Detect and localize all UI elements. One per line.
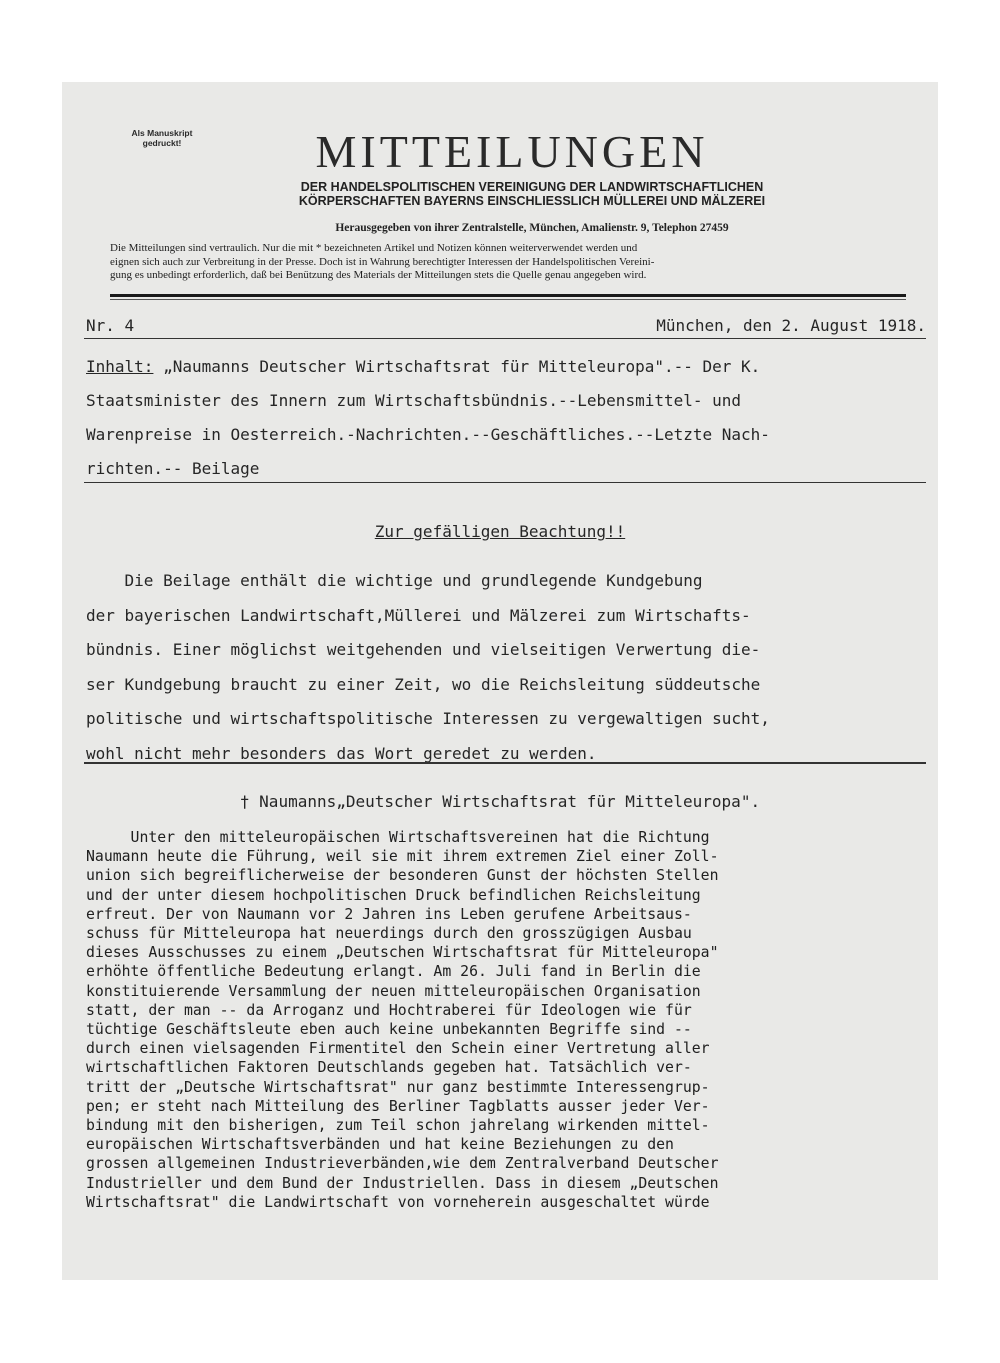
- article-line: tüchtige Geschäftsleute eben auch keine unbekannten Begriffe sind --: [86, 1021, 692, 1039]
- stamp-line-2: gedruckt!: [142, 138, 182, 148]
- article-title: † Naumanns„Deutscher Wirtschaftsrat für Mitteleuropa".: [239, 792, 761, 811]
- confidentiality-notice: [110, 242, 914, 283]
- article-line: statt, der man -- da Arroganz und Hochtraberei für Ideologen wie für: [86, 1001, 692, 1019]
- header-rule-thin: [110, 299, 906, 300]
- article-line: erfreut. Der von Naumann vor 2 Jahren ins Leben gerufene Arbeitsaus-: [86, 905, 692, 923]
- notice-heading: Zur gefälligen Beachtung!!: [374, 522, 626, 541]
- article-line: union sich begreiflicherweise der besonderen Gunst der höchsten Stellen: [86, 867, 719, 885]
- notice-body-line: der bayerischen Landwirtschaft,Müllerei und Mälzerei zum Wirtschafts-: [86, 605, 751, 625]
- contents-line-2: Staatsminister des Innern zum Wirtschaftsbündnis.--Lebensmittel- und: [86, 391, 742, 410]
- notice-line-2: eignen sich auch zur Verbreitung in der Presse. Doch ist in Wahrung berechtigter Interessen der Handelspolitischen Vereini-: [110, 255, 655, 268]
- article-line: Unter den mitteleuropäischen Wirtschaftsvereinen hat die Richtung: [86, 829, 710, 846]
- article-line: bindung mit den bisherigen, zum Teil schon jahrelang wirkenden mittel-: [86, 1117, 710, 1135]
- article-body: [86, 828, 932, 1212]
- notice-body-line: bündnis. Einer möglichst weitgehenden und vielseitigen Verwertung die-: [86, 640, 761, 659]
- notice-body-line: ser Kundgebung braucht zu einer Zeit, wo die Reichsleitung süddeutsche: [86, 674, 761, 694]
- issue-place-date: München, den 2. August 1918.: [656, 316, 926, 335]
- notice-body-line: wohl nicht mehr besonders das Wort geredet zu werden.: [86, 743, 597, 763]
- article-line: grossen allgemeinen Industrieverbänden,wie dem Zentralverband Deutscher: [86, 1155, 719, 1173]
- notice-body-line: politische und wirtschaftspolitische Interessen zu vergewaltigen sucht,: [86, 709, 770, 728]
- article-line: pen; er steht nach Mitteilung des Berliner Tagblatts ausser jeder Ver-: [86, 1097, 710, 1115]
- article-line: erhöhte öffentliche Bedeutung erlangt. Am 26. Juli fand in Berlin die: [86, 963, 701, 981]
- masthead-title: MITTEILUNGEN: [315, 126, 709, 177]
- header-rule: [110, 294, 906, 297]
- notice-line-1: Die Mitteilungen sind vertraulich. Nur die mit * bezeichneten Artikel und Notizen können weiterverwendet werden und: [110, 242, 638, 254]
- table-of-contents: [86, 350, 926, 486]
- article-line: Wirtschaftsrat" die Landwirtschaft von vorneherein ausgeschaltet würde: [86, 1193, 710, 1211]
- notice-line-3: gung es unbedingt erforderlich, daß bei Benützung des Materials der Mitteilungen stets die Quelle genau angegeben wird.: [110, 269, 647, 281]
- notice-rule: [84, 762, 926, 764]
- contents-line-1: [86, 350, 926, 384]
- article-line: Industrieller und dem Bund der Industriellen. Dass in diesem „Deutschen: [86, 1174, 719, 1192]
- issue-rule: [84, 338, 926, 339]
- article-line: wirtschaftlichen Faktoren Deutschlands gegeben hat. Tatsächlich ver-: [86, 1059, 692, 1077]
- notice-body: [86, 564, 932, 771]
- org-line-2: KÖRPERSCHAFTEN BAYERNS EINSCHLIESSLICH MÜLLEREI UND MÄLZEREI: [298, 194, 766, 208]
- issue-number: Nr. 4: [86, 316, 135, 335]
- contents-label: Inhalt:: [86, 357, 154, 376]
- contents-line-4: richten.-- Beilage: [86, 459, 260, 478]
- article-line: dieses Ausschusses zu einem „Deutschen Wirtschaftsrat für Mitteleuropa": [86, 944, 719, 962]
- article-line: tritt der „Deutsche Wirtschaftsrat" nur ganz bestimmte Interessengrup-: [86, 1078, 710, 1096]
- article-line: und der unter diesem hochpolitischen Druck befindlichen Reichsleitung: [86, 886, 701, 904]
- article-line: durch einen vielsagenden Firmentitel den Schein einer Vertretung aller: [86, 1040, 710, 1058]
- document-page: [62, 82, 938, 1280]
- org-line-1: DER HANDELSPOLITISCHEN VEREINIGUNG DER LANDWIRTSCHAFTLICHEN: [300, 180, 764, 194]
- organization-name: [182, 180, 882, 208]
- notice-body-line: Die Beilage enthält die wichtige und grundlegende Kundgebung: [86, 571, 703, 590]
- manuscript-stamp: [102, 128, 222, 148]
- article-line: schuss für Mitteleuropa hat neuerdings durch den grosszügigen Ausbau: [86, 925, 692, 943]
- contents-rule: [84, 482, 926, 483]
- issue-line: [86, 316, 926, 336]
- article-line: konstituierende Versammlung der neuen mitteleuropäischen Organisation: [86, 982, 701, 1000]
- contents-line-3: Warenpreise in Oesterreich.-Nachrichten.--Geschäftliches.--Letzte Nach-: [86, 425, 770, 444]
- publisher-line: Herausgegeben von ihrer Zentralstelle, München, Amalienstr. 9, Telephon 27459: [335, 222, 729, 234]
- stamp-line-1: Als Manuskript: [131, 128, 193, 138]
- contents-text-1: „Naumanns Deutscher Wirtschaftsrat für Mitteleuropa".-- Der K.: [153, 357, 761, 376]
- article-line: Naumann heute die Führung, weil sie mit ihrem extremen Ziel einer Zoll-: [86, 848, 719, 866]
- article-line: europäischen Wirtschaftsverbänden und hat keine Beziehungen zu den: [86, 1136, 674, 1154]
